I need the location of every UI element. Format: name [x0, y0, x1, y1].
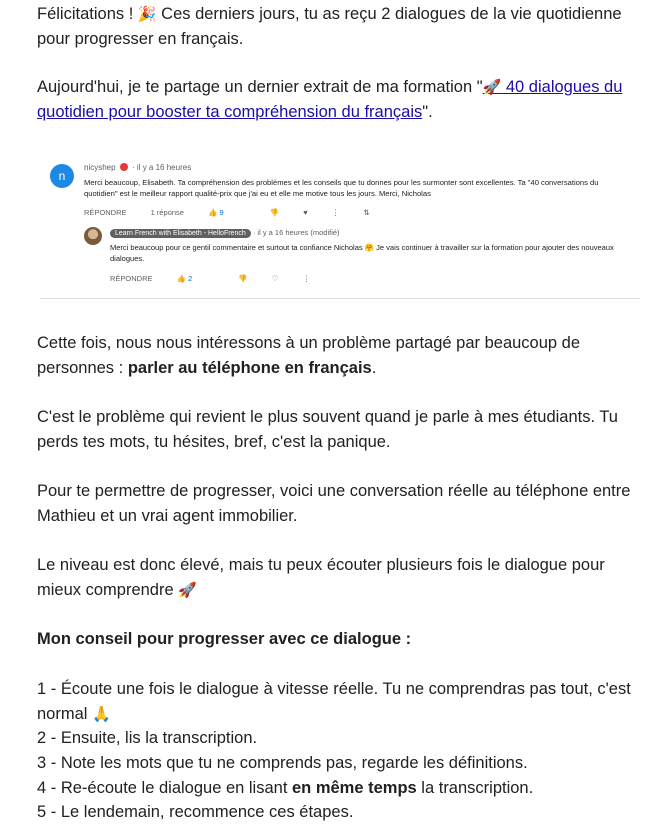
- rocket-icon: 🚀: [482, 78, 502, 96]
- creator-avatar: [84, 227, 102, 245]
- step-5: 5 - Le lendemain, recommence ces étapes.: [37, 803, 354, 821]
- step-4-text-b: la transcription.: [416, 779, 534, 797]
- comment-header: [84, 163, 191, 172]
- p1-text-b: .: [371, 358, 377, 377]
- reply-thumb-up-icon[interactable]: 👍 2: [176, 274, 193, 283]
- reply-heart-icon[interactable]: ♡: [271, 274, 279, 283]
- reply-thumb-down-icon[interactable]: 👎: [238, 274, 248, 283]
- commenter-avatar: n: [50, 164, 74, 188]
- comment-time: · il y a 16 heures: [132, 163, 192, 172]
- comment-text: Merci beaucoup, Elisabeth. Ta compréhension des problèmes et les conseils que tu donnes pour les surmonter sont excellentes. Ta "40 conversations du quotidien" est le meilleur rapport qualité-prix que j'ai eu et elle me motive tous les jours. Merci, Nicholas: [84, 178, 599, 198]
- today-paragraph: [37, 75, 647, 124]
- reply-actions: [110, 274, 332, 283]
- problem-paragraph: [37, 331, 647, 380]
- advice-heading: [37, 627, 647, 652]
- reply-time: · il y a 16 heures (modifié): [252, 228, 340, 237]
- member-badge-icon: [120, 163, 128, 171]
- reply-likes: 2: [188, 274, 193, 283]
- today-text-b: ".: [422, 102, 433, 121]
- heart-icon[interactable]: ♥: [303, 208, 308, 217]
- p1-text-a: Cette fois, nous nous intéressons à un problème partagé par beaucoup de personnes :: [37, 334, 581, 377]
- more-icon[interactable]: ⋮: [331, 208, 340, 217]
- step-1: [37, 677, 647, 726]
- reply-reply-button[interactable]: RÉPONDRE: [110, 274, 153, 283]
- students-paragraph: C'est le problème qui revient le plus souvent quand je parle à mes étudiants. Tu perds tes mots, tu hésites, bref, c'est la panique.: [37, 408, 618, 451]
- step-1-text: 1 - Écoute une fois le dialogue à vitesse réelle. Tu ne comprendras pas tout, c'est normal: [37, 680, 631, 723]
- step-2: 2 - Ensuite, lis la transcription.: [37, 729, 258, 747]
- comment-author: nicyshep: [84, 163, 116, 172]
- course-link-text: 40 dialogues du quotidien pour booster ta compréhension du français: [37, 78, 623, 121]
- congrats-paragraph: [37, 2, 647, 51]
- sort-icon[interactable]: ⇅: [363, 208, 370, 217]
- reply-text: Merci beaucoup pour ce gentil commentaire et surtout ta confiance Nicholas 🤗 Je vais continuer à travailler sur la formation pour ajouter des nouveaux dialogues.: [110, 243, 614, 263]
- level-paragraph: [37, 553, 647, 602]
- reply-more-icon[interactable]: ⋮: [302, 274, 311, 283]
- praying-hands-icon: 🙏: [92, 704, 111, 723]
- advice-heading-text: Mon conseil pour progresser avec ce dialogue :: [37, 630, 412, 648]
- comment-reply-button[interactable]: RÉPONDRE: [84, 208, 127, 217]
- party-popper-icon: 🎉: [137, 5, 157, 23]
- thumb-up-icon[interactable]: 👍 9: [208, 208, 224, 217]
- reply-header: [110, 228, 340, 238]
- step-3: 3 - Note les mots que tu ne comprends pas, regarde les définitions.: [37, 754, 528, 772]
- thumb-down-icon[interactable]: 👎: [269, 208, 280, 217]
- comment-likes: 9: [219, 208, 224, 217]
- rocket-icon-2: 🚀: [178, 580, 197, 599]
- congrats-text-a: Félicitations !: [37, 5, 138, 23]
- today-text-a: Aujourd'hui, je te partage un dernier extrait de ma formation ": [37, 78, 483, 96]
- reply-author-chip[interactable]: Learn French with Elisabeth - HelloFrench: [110, 229, 251, 238]
- comment-actions: [84, 208, 392, 217]
- step-4-bold: en même temps: [292, 779, 417, 797]
- step-4-text-a: 4 - Re-écoute le dialogue en lisant: [37, 779, 292, 797]
- comment-replies-count[interactable]: 1 réponse: [150, 208, 184, 217]
- conversation-paragraph: Pour te permettre de progresser, voici une conversation réelle au téléphone entre Mathieu et un vrai agent immobilier.: [37, 482, 631, 525]
- p4-text: Le niveau est donc élevé, mais tu peux écouter plusieurs fois le dialogue pour mieux comprendre: [37, 556, 605, 599]
- p1-bold: parler au téléphone en français: [127, 358, 372, 377]
- comment-screenshot: [40, 150, 640, 299]
- congrats-text-b: Ces derniers jours, tu as reçu 2 dialogues de la vie quotidienne pour progresser en français.: [37, 5, 622, 48]
- step-4: [37, 776, 647, 801]
